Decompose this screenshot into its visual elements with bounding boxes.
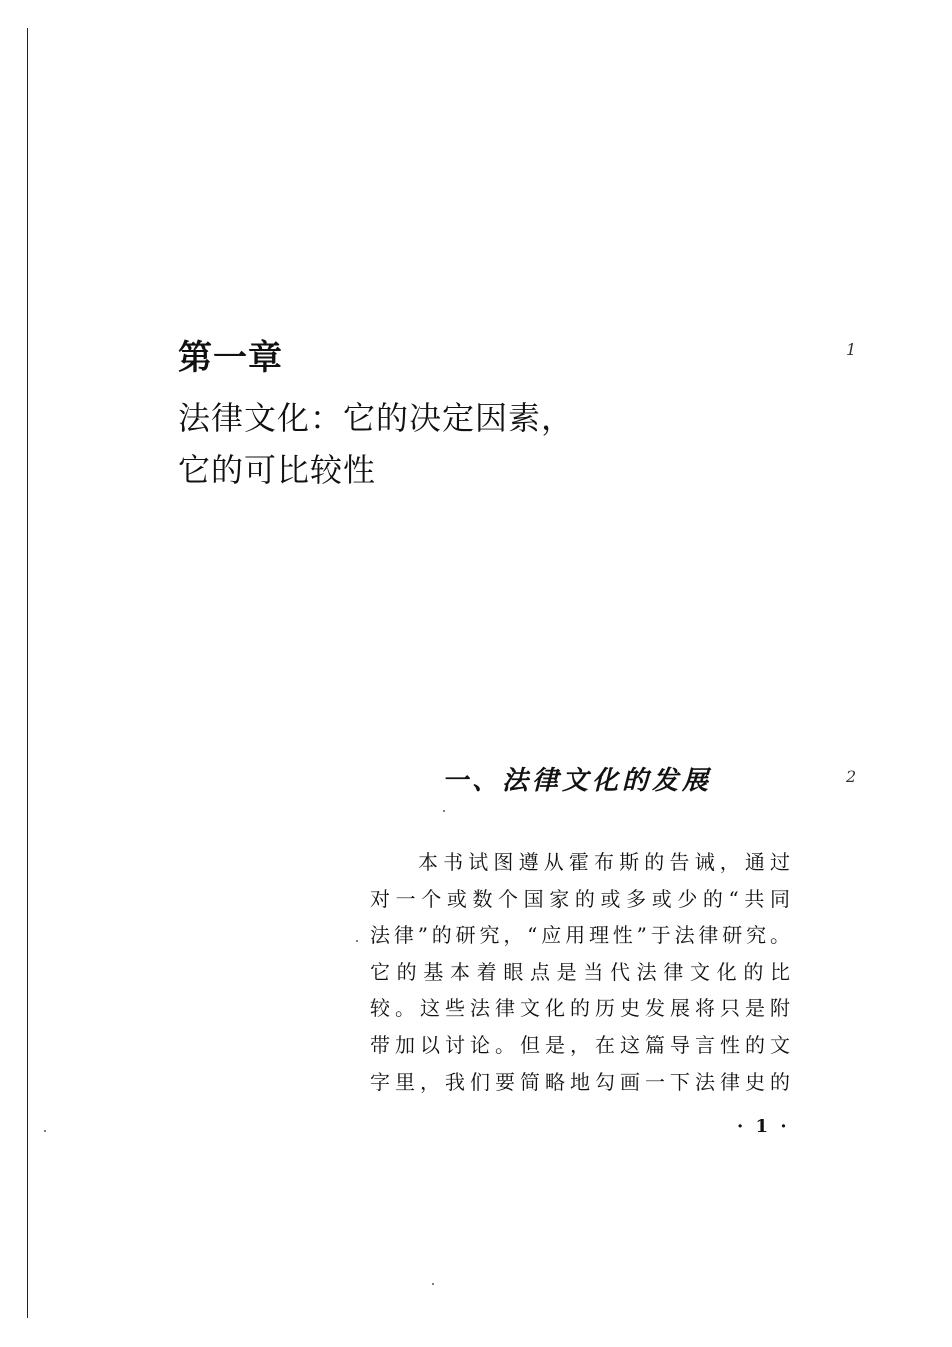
body-paragraph [370, 844, 790, 1100]
margin-reference-number: 2 [846, 767, 857, 786]
scan-speck [443, 810, 445, 812]
body-line: 字里，我们要简略地勾画一下法律史的 [370, 1069, 790, 1094]
chapter-label: 第一章 [178, 338, 283, 378]
scan-speck [44, 1130, 46, 1132]
scan-speck [432, 1283, 434, 1285]
chapter-title-line: 它的可比较性 [178, 451, 377, 489]
margin-reference-number: 1 [846, 340, 857, 359]
body-line: 带加以讨论。但是，在这篇导言性的文 [370, 1032, 790, 1057]
page-number: · 1 · [737, 1116, 790, 1137]
body-line: 本书试图遵从霍布斯的告诫，通过 [418, 850, 790, 874]
scan-speck [356, 940, 358, 942]
body-line: 法律”的研究，“应用理性”于法律研究。 [370, 923, 790, 948]
body-line: 它的基本着眼点是当代法律文化的比 [370, 959, 790, 984]
body-line: 对一个或数个国家的或多或少的“共同 [370, 886, 790, 911]
section-heading: 一、法律文化的发展 [442, 766, 713, 796]
body-line: 较。这些法律文化的历史发展将只是附 [370, 996, 790, 1021]
chapter-title-line: 法律文化：它的决定因素， [178, 399, 575, 437]
chapter-title [178, 392, 574, 496]
page-edge-line [27, 28, 28, 1318]
